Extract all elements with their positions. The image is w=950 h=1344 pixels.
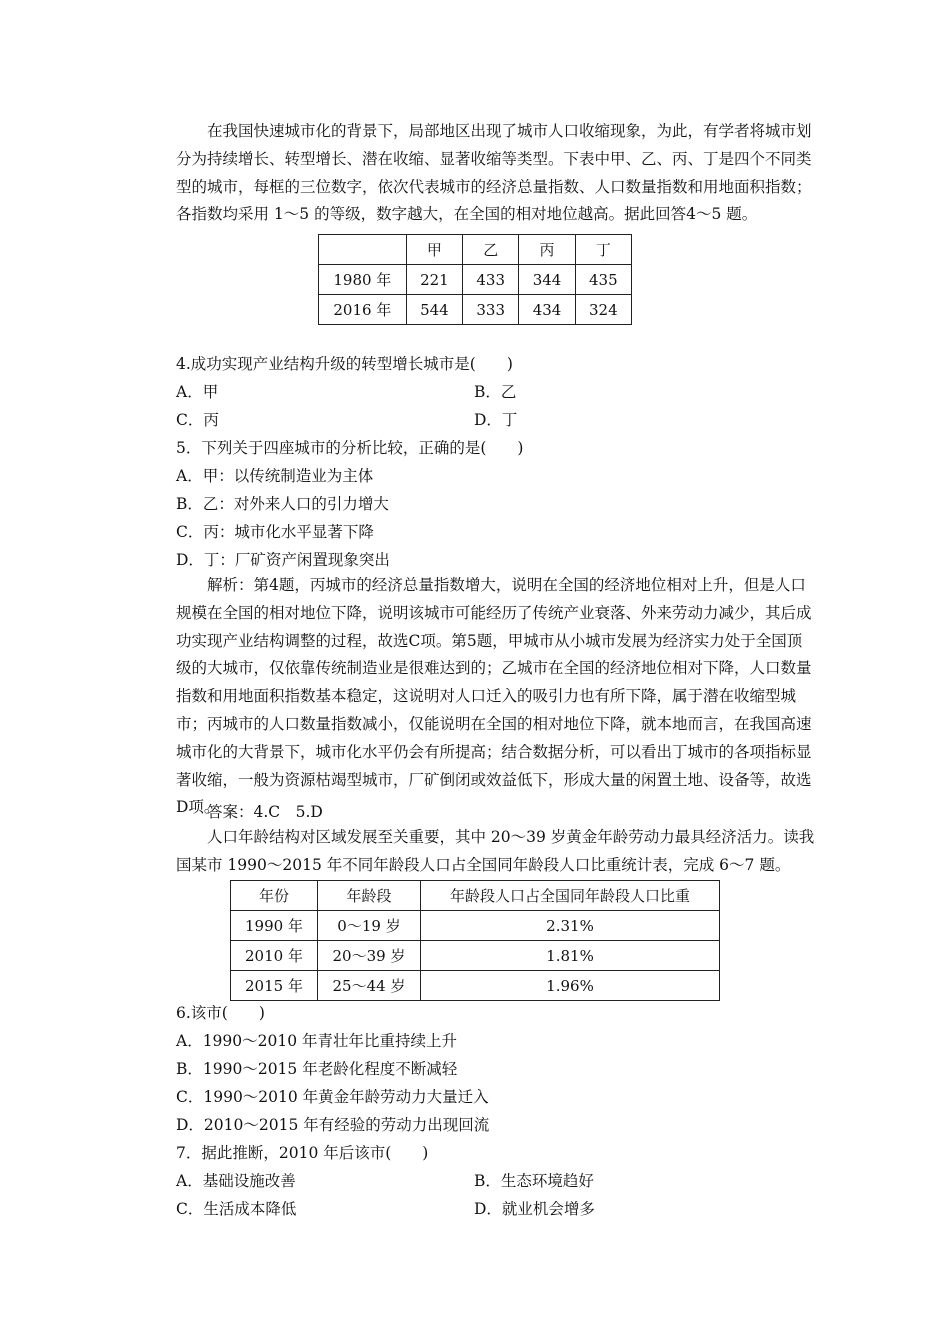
question-5-option-a[interactable]: A．甲：以传统制造业为主体: [176, 467, 374, 485]
age-structure-table: [230, 880, 720, 1001]
table1-header-ding: 丁: [575, 235, 631, 265]
table-row: [231, 971, 720, 1001]
question-6-option-a[interactable]: A．1990～2010 年青壮年比重持续上升: [176, 1032, 458, 1050]
table-row: [319, 265, 632, 295]
analysis-paragraph: 解析：第4题，丙城市的经济总量指数增大，说明在全国的经济地位相对上升，但是人口规模在全国的相对地位下降，说明该城市可能经历了传统产业衰落、外来劳动力减少，其后成功实现产业结构调整的过程，故选C项。第5题，甲城市从小城市发展为经济实力处于全国顶级的大城市，仅依靠传统制造业是很难达到的；乙城市在全国的经济地位相对下降，人口数量指数和用地面积指数基本稳定，这说明对人口迁入的吸引力也有所下降，属于潜在收缩型城市；丙城市的人口数量指数减小，仅能说明在全国的相对地位下降，就本地而言，在我国高速城市化的大背景下，城市化水平仍会有所提高；结合数据分析，可以看出丁城市的各项指标显著收缩，一般为资源枯竭型城市，厂矿倒闭或效益低下，形成大量的闲置土地、设备等，故选D项。: [176, 576, 812, 817]
question-4-option-a[interactable]: A．甲: [176, 383, 219, 401]
question-7-stem: 7．据此推断，2010 年后该市( ): [176, 1144, 429, 1162]
table1-cell: 435: [575, 265, 631, 295]
table2-cell: 25～44 岁: [318, 971, 421, 1001]
table1-cell: 2016 年: [319, 295, 407, 325]
table1-cell: 344: [519, 265, 575, 295]
table2-cell: 1.96%: [421, 971, 720, 1001]
table2-cell: 1.81%: [421, 941, 720, 971]
table-row: [231, 911, 720, 941]
table2-cell: 1990 年: [231, 911, 318, 941]
question-6-stem: 6.该市( ): [176, 1004, 265, 1022]
intro-paragraph-1: 在我国快速城市化的背景下，局部地区出现了城市人口收缩现象，为此，有学者将城市划分为持续增长、转型增长、潜在收缩、显著收缩等类型。下表中甲、乙、丙、丁是四个不同类型的城市，每框的三位数字，依次代表城市的经济总量指数、人口数量指数和用地面积指数；各指数均采用 1～5 的等级，数字越大，在全国的相对地位越高。据此回答4～5 题。: [176, 122, 812, 224]
question-7-option-d[interactable]: D．就业机会增多: [474, 1200, 595, 1218]
question-4-option-b[interactable]: B．乙: [474, 383, 517, 401]
question-7-option-a[interactable]: A．基础设施改善: [176, 1172, 296, 1190]
table2-header-age: 年龄段: [318, 881, 421, 911]
table2-cell: 20～39 岁: [318, 941, 421, 971]
table-row: [319, 295, 632, 325]
table1-header-bing: 丙: [519, 235, 575, 265]
table-row: [231, 941, 720, 971]
question-5-option-b[interactable]: B．乙：对外来人口的引力增大: [176, 495, 389, 513]
table1-cell: 333: [463, 295, 519, 325]
question-5-stem: 5．下列关于四座城市的分析比较，正确的是( ): [176, 439, 524, 457]
table1-cell: 1980 年: [319, 265, 407, 295]
table1-header-jia: 甲: [406, 235, 462, 265]
table1-cell: 544: [406, 295, 462, 325]
table2-cell: 2010 年: [231, 941, 318, 971]
question-4-option-d[interactable]: D．丁: [474, 411, 518, 429]
question-4-option-c[interactable]: C．丙: [176, 411, 219, 429]
table2-cell: 0～19 岁: [318, 911, 421, 941]
table2-header-ratio: 年龄段人口占全国同年龄段人口比重: [421, 881, 720, 911]
table1-header-blank: [319, 235, 407, 265]
table1-header-yi: 乙: [463, 235, 519, 265]
question-5-option-d[interactable]: D．丁：厂矿资产闲置现象突出: [176, 551, 390, 569]
table1-cell: 434: [519, 295, 575, 325]
answer-line: 答案：4.C 5.D: [207, 803, 323, 821]
table2-cell: 2.31%: [421, 911, 720, 941]
table2-cell: 2015 年: [231, 971, 318, 1001]
question-4-stem: 4.成功实现产业结构升级的转型增长城市是( ): [176, 355, 513, 373]
table2-header-year: 年份: [231, 881, 318, 911]
table1-cell: 221: [406, 265, 462, 295]
question-7-option-c[interactable]: C．生活成本降低: [176, 1200, 297, 1218]
city-index-table: [318, 234, 632, 325]
question-6-option-b[interactable]: B．1990～2015 年老龄化程度不断减轻: [176, 1060, 458, 1078]
intro-paragraph-2: 人口年龄结构对区域发展至关重要，其中 20～39 岁黄金年龄劳动力最具经济活力。读我国某市 1990～2015 年不同年龄段人口占全国同年龄段人口比重统计表，完成 6～7 题。: [176, 828, 815, 874]
question-7-option-b[interactable]: B．生态环境趋好: [474, 1172, 594, 1190]
question-6-option-c[interactable]: C．1990～2010 年黄金年龄劳动力大量迁入: [176, 1088, 489, 1106]
table1-cell: 324: [575, 295, 631, 325]
question-6-option-d[interactable]: D．2010～2015 年有经验的劳动力出现回流: [176, 1116, 490, 1134]
table1-cell: 433: [463, 265, 519, 295]
question-5-option-c[interactable]: C．丙：城市化水平显著下降: [176, 523, 374, 541]
